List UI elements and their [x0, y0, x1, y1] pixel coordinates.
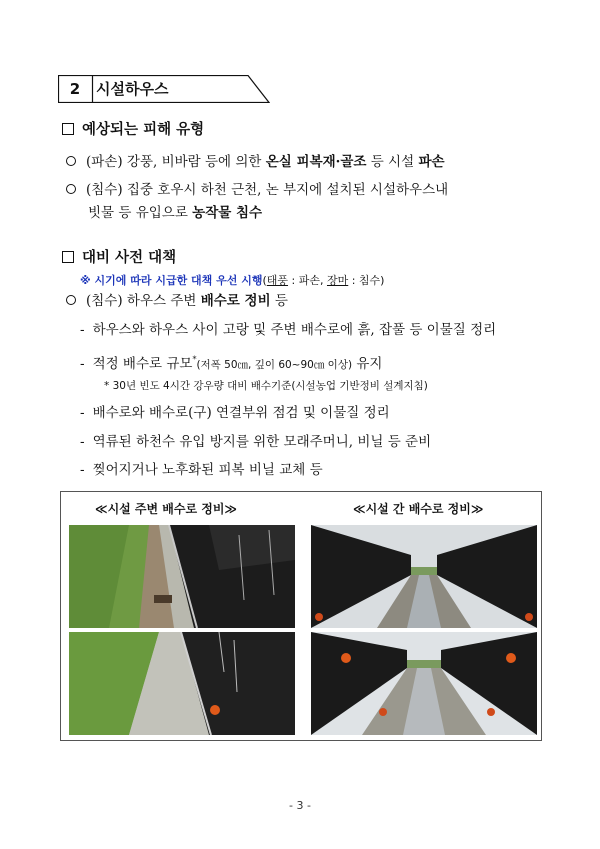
dash-bullet: -: [80, 405, 85, 421]
section-number: 2: [69, 80, 81, 98]
photo-between-houses-bottom: [311, 632, 537, 735]
prep-bullet-flooding: (침수) 하우스 주변 배수로 정비 등: [66, 289, 288, 313]
damage-heading-text: 예상되는 피해 유형: [82, 121, 205, 138]
prep-item: - 찢어지거나 노후화된 피복 비닐 교체 등: [80, 462, 323, 478]
damage-item-flooding: (침수) 집중 호우시 하천 근천, 논 부지에 설치된 시설하우스내: [66, 178, 448, 202]
page-number: - 3 -: [289, 799, 311, 812]
dash-bullet: -: [80, 462, 85, 478]
prep-item: - 역류된 하천수 유입 방지를 위한 모래주머니, 비닐 등 준비: [80, 434, 432, 450]
circle-bullet-icon: [66, 184, 76, 194]
damage-item-breakage: (파손) 강풍, 비바람 등에 의한 온실 피복재·골조 등 시설 파손: [66, 150, 445, 174]
square-bullet-icon: [62, 123, 74, 135]
photo-drain-field-bottom: [69, 632, 295, 735]
photo-panel: [60, 491, 542, 741]
prep-item: - 적정 배수로 규모*(저폭 50㎝, 깊이 60~90㎝ 이상) 유지: [80, 355, 383, 372]
priority-note: ※ 시기에 따라 시급한 대책 우선 시행(태풍 : 파손, 장마 : 침수): [80, 274, 385, 287]
section-header: [58, 75, 270, 103]
left-photo-caption: ≪시설 주변 배수로 정비≫: [95, 502, 237, 516]
footnote: * 30년 빈도 4시간 강우량 대비 배수기준(시설농업 기반정비 설계지침): [104, 380, 428, 392]
section-title: 시설하우스: [96, 80, 169, 98]
damage-tag: (침수): [86, 182, 123, 198]
dash-bullet: -: [80, 434, 85, 450]
square-bullet-icon: [62, 251, 74, 263]
right-photo-caption: ≪시설 간 배수로 정비≫: [353, 502, 484, 516]
damage-item-flooding-cont: 빗물 등 유입으로 농작물 침수: [88, 205, 263, 221]
circle-bullet-icon: [66, 295, 76, 305]
photo-between-houses-top: [311, 525, 537, 628]
prep-item: - 하우스와 하우스 사이 고랑 및 주변 배수로에 흙, 잡풀 등 이물질 정리: [80, 322, 497, 338]
damage-tag: (파손): [86, 154, 123, 170]
circle-bullet-icon: [66, 156, 76, 166]
dash-bullet: -: [80, 356, 85, 372]
prep-heading: [62, 246, 176, 267]
damage-heading: [62, 118, 204, 139]
dash-bullet: -: [80, 322, 85, 338]
prep-item: - 배수로와 배수로(구) 연결부위 점검 및 이물질 정리: [80, 405, 390, 421]
photo-drain-field-top: [69, 525, 295, 628]
prep-heading-text: 대비 사전 대책: [82, 249, 177, 266]
